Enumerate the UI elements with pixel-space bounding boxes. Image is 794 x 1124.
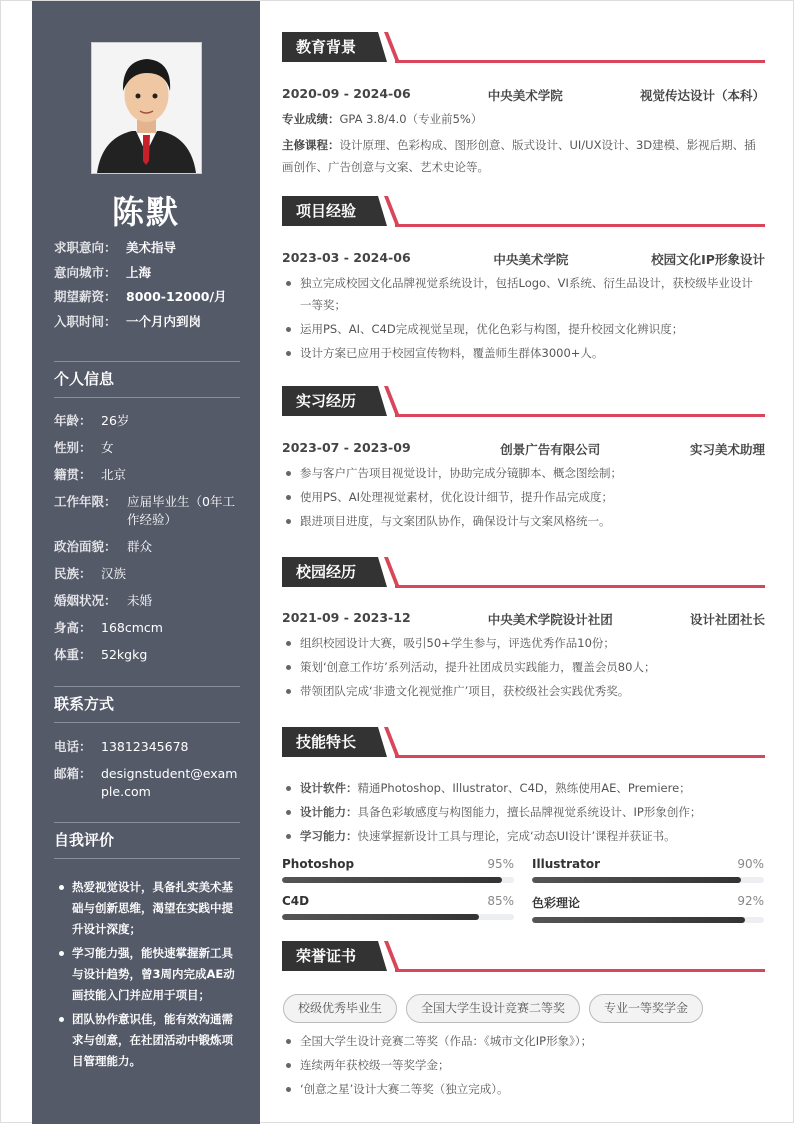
section-header-internship [282, 386, 765, 416]
list-item: 全国大学生设计竞赛二等奖（作品：《城市文化IP形象》）； [282, 1030, 765, 1052]
avatar-icon [92, 43, 201, 173]
progress-track [282, 914, 514, 920]
value: 汉族 [101, 566, 127, 581]
honors-list [282, 1030, 765, 1102]
value: 应届毕业生（0年工作经验） [127, 494, 235, 527]
value: 快速掌握新设计工具与理论，完成‘动态UI设计’课程并获证书。 [357, 829, 676, 843]
label: 邮箱： [54, 766, 92, 781]
school: 中央美术学院 [487, 88, 563, 103]
value: 设计原理、色彩构成、图形创意、版式设计、UI/UX设计、3D建模、影视后期、插画创作、广告创意与文案、艺术史论等。 [282, 138, 756, 174]
info-height [54, 619, 244, 637]
list-item: 热爱视觉设计，具备扎实美术基础与创新思维，渴望在实践中提升设计深度； [54, 877, 244, 940]
label: 主修课程： [282, 138, 340, 152]
org: 创景广告有限公司 [500, 442, 601, 457]
info-weight [54, 646, 244, 664]
list-item: 独立完成校园文化品牌视觉系统设计，包括Logo、VI系统、衍生品设计，获校级毕业设计一等奖； [282, 272, 765, 316]
honor-tag: 全国大学生设计竞赛二等奖 [406, 994, 580, 1023]
skill-percent: 85% [487, 894, 514, 908]
section-header-campus [282, 557, 765, 587]
info-political [54, 538, 244, 556]
value[interactable]: 13812345678 [101, 739, 189, 754]
value: 精通Photoshop、Illustrator、C4D，熟练使用AE、Premiere； [357, 781, 691, 795]
label: 求职意向： [54, 240, 117, 255]
label: 籍贯： [54, 467, 92, 482]
section-header-honors [282, 941, 765, 971]
campus-list [282, 632, 765, 704]
project-list [282, 272, 765, 366]
value: GPA 3.8/4.0（专业前5%） [339, 112, 483, 126]
date: 2023-03 - 2024-06 [282, 250, 411, 265]
value: 未婚 [127, 593, 153, 608]
label: 设计能力： [300, 805, 358, 819]
org: 中央美术学院设计社团 [487, 612, 613, 627]
intern-list [282, 462, 765, 534]
progress-track [532, 877, 764, 883]
list-item: ‘创意之星’设计大赛二等奖（独立完成）。 [282, 1078, 765, 1100]
skill-name: C4D [282, 894, 310, 908]
progress-fill [532, 917, 745, 923]
value: 168cmcm [101, 620, 163, 635]
label: 年龄： [54, 413, 92, 428]
list-item [282, 801, 765, 823]
value: 北京 [101, 467, 127, 482]
list-item: 学习能力强，能快速掌握新工具与设计趋势，曾3周内完成AE动画技能入门并应用于项目； [54, 943, 244, 1006]
value: 具备色彩敏感度与构图能力，擅长品牌视觉系统设计、IP形象创作； [357, 805, 702, 819]
candidate-name: 陈默 [111, 193, 180, 231]
info-hometown [54, 466, 244, 484]
list-item: 使用PS、AI处理视觉素材，优化设计细节，提升作品完成度； [282, 486, 765, 508]
skill-bar-color-theory [532, 894, 764, 923]
role: 实习美术助理 [689, 442, 765, 457]
list-item: 连续两年获校级一等奖学金； [282, 1054, 765, 1076]
job-intent [54, 236, 227, 334]
label: 婚姻状况： [54, 593, 117, 608]
list-item [282, 825, 765, 847]
info-gender [54, 439, 244, 457]
info-marital [54, 592, 244, 610]
label: 电话： [54, 739, 92, 754]
value: 一个月内到岗 [126, 313, 202, 329]
label: 入职时间： [54, 313, 117, 329]
date: 2021-09 - 2023-12 [282, 610, 411, 625]
contact-email [54, 765, 244, 801]
label: 体重： [54, 647, 92, 662]
project-row [282, 250, 765, 268]
section-header-skills [282, 727, 765, 757]
skill-name: Illustrator [532, 857, 601, 871]
skill-bar-photoshop [282, 857, 514, 883]
role: 校园文化IP形象设计 [651, 252, 765, 267]
progress-track [532, 917, 764, 923]
date: 2020-09 - 2024-06 [282, 86, 411, 101]
section-title: 教育背景 [296, 38, 357, 56]
value: 26岁 [101, 413, 130, 428]
self-eval-heading: 自我评价 [54, 822, 240, 859]
education-row [282, 86, 765, 104]
date: 2023-07 - 2023-09 [282, 440, 411, 455]
sidebar [32, 1, 260, 1124]
courses [282, 134, 765, 178]
label: 身高： [54, 620, 92, 635]
list-item: 设计方案已应用于校园宣传物料，覆盖师生群体3000+人。 [282, 342, 765, 364]
label: 专业成绩： [282, 112, 340, 126]
info-ethnicity [54, 565, 244, 583]
self-eval-list [54, 877, 244, 1075]
label: 性别： [54, 440, 92, 455]
label: 学习能力： [300, 829, 358, 843]
major: 视觉传达设计（本科） [639, 88, 765, 103]
value[interactable]: designstudent@example.com [101, 766, 238, 799]
list-item: 参与客户广告项目视觉设计，协助完成分镜脚本、概念图绘制； [282, 462, 765, 484]
list-item: 带领团队完成‘非遗文化视觉推广’项目，获校级社会实践优秀奖。 [282, 680, 765, 702]
list-item: 策划‘创意工作坊’系列活动，提升社团成员实践能力，覆盖会员80人； [282, 656, 765, 678]
skill-name: Photoshop [282, 857, 355, 871]
list-item: 组织校园设计大赛，吸引50+学生参与，评选优秀作品10份； [282, 632, 765, 654]
skill-name: 色彩理论 [532, 896, 581, 910]
info-experience [54, 493, 244, 529]
label: 政治面貌： [54, 539, 117, 554]
list-item: 团队协作意识佳，能有效沟通需求与创意，在社团活动中锻炼项目管理能力。 [54, 1009, 244, 1072]
role: 设计社团社长 [689, 612, 765, 627]
skill-percent: 92% [737, 894, 764, 908]
campus-row [282, 610, 765, 628]
org: 中央美术学院 [493, 252, 569, 267]
list-item: 运用PS、AI、C4D完成视觉呈现，优化色彩与构图，提升校园文化辨识度； [282, 318, 765, 340]
value: 美术指导 [126, 240, 177, 255]
skills-list [282, 777, 765, 849]
gpa [282, 108, 765, 130]
section-title: 技能特长 [296, 733, 357, 751]
label: 工作年限： [54, 494, 117, 509]
value: 上海 [126, 264, 152, 280]
skill-percent: 90% [737, 857, 764, 871]
section-title: 荣誉证书 [296, 947, 357, 965]
honor-tag: 校级优秀毕业生 [283, 994, 397, 1023]
contact-heading: 联系方式 [54, 686, 240, 723]
label: 期望薪资： [54, 289, 117, 304]
value: 8000-12000/月 [126, 289, 227, 304]
progress-fill [282, 877, 502, 883]
intern-row [282, 440, 765, 458]
skill-bar-c4d [282, 894, 514, 920]
skill-percent: 95% [487, 857, 514, 871]
info-age [54, 412, 244, 430]
value: 女 [101, 440, 114, 455]
contact-phone [54, 738, 244, 756]
section-header-education [282, 32, 765, 62]
progress-fill [532, 877, 741, 883]
honor-tag: 专业一等奖学金 [589, 994, 703, 1023]
section-title: 校园经历 [296, 563, 357, 581]
list-item [282, 777, 765, 799]
label: 意向城市： [54, 264, 117, 280]
value: 52kgkg [101, 647, 148, 662]
section-title: 实习经历 [296, 392, 357, 410]
section-title: 项目经验 [296, 202, 357, 220]
value: 群众 [127, 539, 153, 554]
label: 民族： [54, 566, 92, 581]
label: 设计软件： [300, 781, 358, 795]
profile-photo [91, 42, 202, 174]
section-header-project [282, 196, 765, 226]
list-item: 跟进项目进度，与文案团队协作，确保设计与文案风格统一。 [282, 510, 765, 532]
skill-bar-illustrator [532, 857, 764, 883]
progress-fill [282, 914, 479, 920]
personal-info-heading: 个人信息 [54, 361, 240, 398]
progress-track [282, 877, 514, 883]
